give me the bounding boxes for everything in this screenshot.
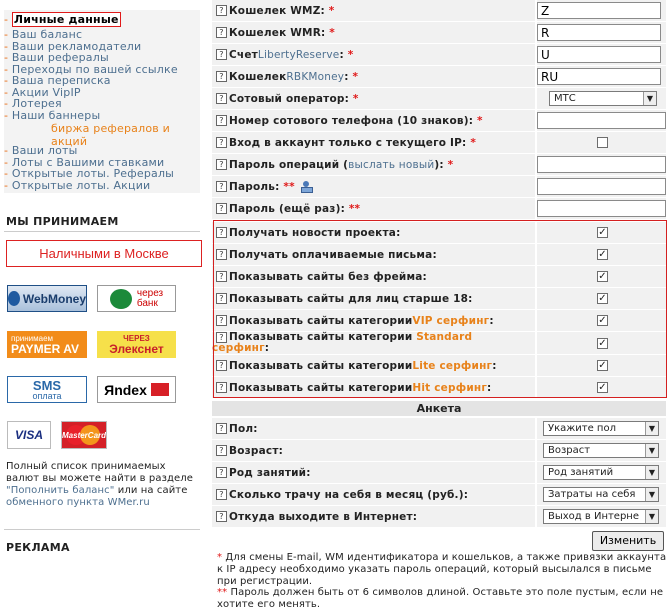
help-icon[interactable]: ? [216, 360, 227, 371]
adult-checkbox[interactable]: ✓ [598, 293, 607, 304]
form-row-operator: ? Сотовый оператор: * МТС ▼ [212, 88, 666, 109]
help-icon[interactable]: ? [216, 445, 227, 456]
help-icon[interactable]: ? [216, 49, 227, 60]
menu-item-referrals[interactable]: - Ваши рефералы [4, 51, 109, 64]
help-icon[interactable]: ? [216, 203, 227, 214]
rbkmoney-input[interactable]: RU [537, 68, 661, 85]
survey-row-occupation: ? Род занятий: Род занятий ▼ [212, 462, 666, 483]
menu-item-vipip[interactable]: - Акции VipIP [4, 85, 81, 99]
help-icon[interactable]: ? [216, 271, 227, 282]
standard-surfing-checkbox[interactable]: ✓ [598, 337, 607, 349]
check-row-standard-surfing: ? Показывать сайты категории Standard серфинг: ✓ [212, 332, 666, 354]
help-icon[interactable]: ? [216, 93, 227, 104]
yandex-wallet-icon [151, 383, 169, 396]
spending-select[interactable]: Затраты на себя ▼ [543, 487, 659, 502]
help-icon[interactable]: ? [216, 137, 227, 148]
paymer-logo[interactable]: принимаем PAYMER AV [7, 331, 87, 358]
help-icon[interactable]: ? [216, 181, 227, 192]
survey-section-title: Анкета [212, 401, 666, 416]
help-icon[interactable]: ? [216, 293, 227, 304]
menu-item-link-clicks[interactable]: - Переходы по вашей ссылке [4, 62, 178, 76]
cash-moscow-banner[interactable]: Наличными в Москве [6, 240, 202, 267]
check-row-hit-surfing: ? Показывать сайты категории Hit серфинг : ✓ [212, 377, 666, 398]
survey-row-spending: ? Сколько трачу на себя в месяц (руб.): Затраты на себя ▼ [212, 484, 666, 505]
survey-row-gender: ? Пол: Укажите пол ▼ [212, 418, 666, 439]
help-icon[interactable]: ? [216, 71, 227, 82]
check-row-news: ? Получать новости проекта: ✓ [212, 222, 666, 243]
webmoney-logo[interactable]: WebMoney [7, 285, 87, 312]
divider [4, 231, 200, 232]
form-row-wmz: ? Кошелек WMZ: * Z [212, 0, 666, 21]
check-row-vip-surfing: ? Показывать сайты категории VIP серфинг : ✓ [212, 310, 666, 331]
menu-item-balance[interactable]: - Ваш баланс [4, 28, 83, 41]
wmer-exchange-link[interactable]: обменного пункта WMer.ru [6, 497, 150, 508]
bank-transfer-logo[interactable]: через банк [97, 285, 176, 312]
form-row-operation-password: ? Пароль операций ( выслать новый ): * [212, 154, 666, 175]
divider [4, 529, 200, 530]
visa-logo: VISA [7, 421, 51, 449]
advertising-title: РЕКЛАМА [6, 541, 70, 554]
rbkmoney-link[interactable]: RBKMoney [286, 70, 345, 83]
help-icon[interactable]: ? [216, 467, 227, 478]
check-row-adult: ? Показывать сайты для лиц старше 18: ✓ [212, 288, 666, 309]
mastercard-logo: MasterCard [61, 421, 107, 449]
news-checkbox[interactable]: ✓ [598, 227, 607, 238]
top-up-balance-link[interactable]: "Пополнить баланс" [6, 485, 115, 496]
check-row-no-frame: ? Показывать сайты без фрейма: ✓ [212, 266, 666, 287]
accept-note: Полный список принимаемых валют вы можете найти в разделе "Пополнить баланс" или на сайте обменного пункта WMer.ru [6, 461, 194, 508]
form-row-phone: ? Номер сотового телефона (10 знаков): * [212, 110, 666, 131]
submit-button[interactable]: Изменить [592, 531, 664, 551]
libertyreserve-link[interactable]: LibertyReserve [257, 48, 340, 61]
help-icon[interactable]: ? [216, 315, 227, 326]
menu-item-personal-data[interactable]: - Личные данные [4, 13, 119, 26]
menu-item-messages[interactable]: - Ваша переписка [4, 74, 111, 87]
form-row-password-repeat: ? Пароль (ещё раз): ** [212, 198, 666, 219]
operator-select[interactable]: МТС ▼ [549, 91, 657, 106]
menu-item-my-lots[interactable]: - Ваши лоты [4, 144, 78, 157]
personal-data-form [212, 0, 670, 611]
help-icon[interactable]: ? [216, 227, 227, 238]
menu-item-open-lots-actions[interactable]: - Открытые лоты. Акции [4, 178, 151, 192]
help-icon[interactable]: ? [216, 382, 227, 393]
help-icon[interactable]: ? [216, 332, 227, 343]
footnote-operation-password: * Для смены E-mail, WM идентификатора и кошельков, а также привязки аккаунта к IP адресу необходимо указать пароль операций, который высылался в письме при регистрации. [217, 552, 667, 587]
sberbank-icon [110, 289, 132, 309]
help-icon[interactable]: ? [216, 27, 227, 38]
survey-row-age: ? Возраст: Возраст ▼ [212, 440, 666, 461]
survey-row-internet-access: ? Откуда выходите в Интернет: Выход в Интерне ▼ [212, 506, 666, 527]
help-icon[interactable]: ? [216, 423, 227, 434]
referral-exchange-title: биржа рефералов и акций [51, 122, 170, 148]
help-icon[interactable]: ? [216, 249, 227, 260]
menu-item-open-lots-referrals[interactable]: - Открытые лоты. Рефералы [4, 167, 175, 180]
keyboard-icon[interactable] [301, 181, 313, 193]
chevron-down-icon: ▼ [645, 444, 658, 457]
ip-lock-checkbox[interactable] [597, 137, 608, 148]
chevron-down-icon: ▼ [645, 510, 658, 523]
menu-item-lottery[interactable]: - Лотерея [4, 97, 62, 110]
form-row-password: ? Пароль: ** [212, 176, 666, 197]
vip-surfing-checkbox[interactable]: ✓ [598, 315, 607, 326]
form-row-ip-lock: ? Вход в аккаунт только с текущего IP: * [212, 132, 666, 153]
eleksnet-logo[interactable]: ЧЕРЕЗ Элекснет [97, 331, 176, 358]
send-new-password-link[interactable]: выслать новый [348, 158, 435, 171]
hit-surfing-checkbox[interactable]: ✓ [598, 382, 607, 393]
gender-select[interactable]: Укажите пол ▼ [543, 421, 659, 436]
menu-item-lots-with-bids[interactable]: - Лоты с Вашими ставками [4, 155, 165, 169]
no-frame-checkbox[interactable]: ✓ [598, 271, 607, 282]
chevron-down-icon: ▼ [645, 422, 658, 435]
help-icon[interactable]: ? [216, 489, 227, 500]
libertyreserve-input[interactable]: U [537, 46, 661, 63]
sms-payment-logo[interactable]: SMS оплата [7, 376, 87, 403]
wmz-input[interactable]: Z [537, 2, 661, 19]
wmr-input[interactable]: R [537, 24, 661, 41]
help-icon[interactable]: ? [216, 5, 227, 16]
help-icon[interactable]: ? [216, 159, 227, 170]
password-input[interactable] [537, 178, 666, 195]
lite-surfing-checkbox[interactable]: ✓ [598, 360, 607, 371]
help-icon[interactable]: ? [216, 511, 227, 522]
menu-item-advertisers[interactable]: - Ваши рекламодатели [4, 39, 142, 53]
occupation-select[interactable]: Род занятий ▼ [543, 465, 659, 480]
footnote-password: ** Пароль должен быть от 6 символов длиной. Оставьте это поле пустым, если не хотите его менять. [217, 587, 664, 610]
menu-item-banners[interactable]: - Наши баннеры [4, 108, 101, 122]
form-row-wmr: ? Кошелек WMR: * R [212, 22, 666, 43]
sidebar [0, 0, 202, 611]
check-row-paid-emails: ? Получать оплачиваемые письма: ✓ [212, 244, 666, 265]
we-accept-title: МЫ ПРИНИМАЕМ [6, 215, 119, 228]
webmoney-globe-icon [8, 291, 20, 306]
help-icon[interactable]: ? [216, 115, 227, 126]
check-row-lite-surfing: ? Показывать сайты категории Lite серфинг : ✓ [212, 355, 666, 376]
phone-input[interactable] [537, 112, 666, 129]
form-row-rbkmoney: ? Кошелек RBKMoney : * RU [212, 66, 666, 87]
chevron-down-icon: ▼ [643, 92, 656, 105]
form-row-libertyreserve: ? Счет LibertyReserve : * U [212, 44, 666, 65]
paid-emails-checkbox[interactable]: ✓ [598, 249, 607, 260]
account-menu [4, 10, 200, 193]
yandex-money-logo[interactable]: Яndex [97, 376, 176, 403]
age-select[interactable]: Возраст ▼ [543, 443, 659, 458]
chevron-down-icon: ▼ [645, 488, 658, 501]
operation-password-input[interactable] [537, 156, 666, 173]
internet-access-select[interactable]: Выход в Интерне ▼ [543, 509, 659, 524]
password-repeat-input[interactable] [537, 200, 666, 217]
chevron-down-icon: ▼ [645, 466, 658, 479]
